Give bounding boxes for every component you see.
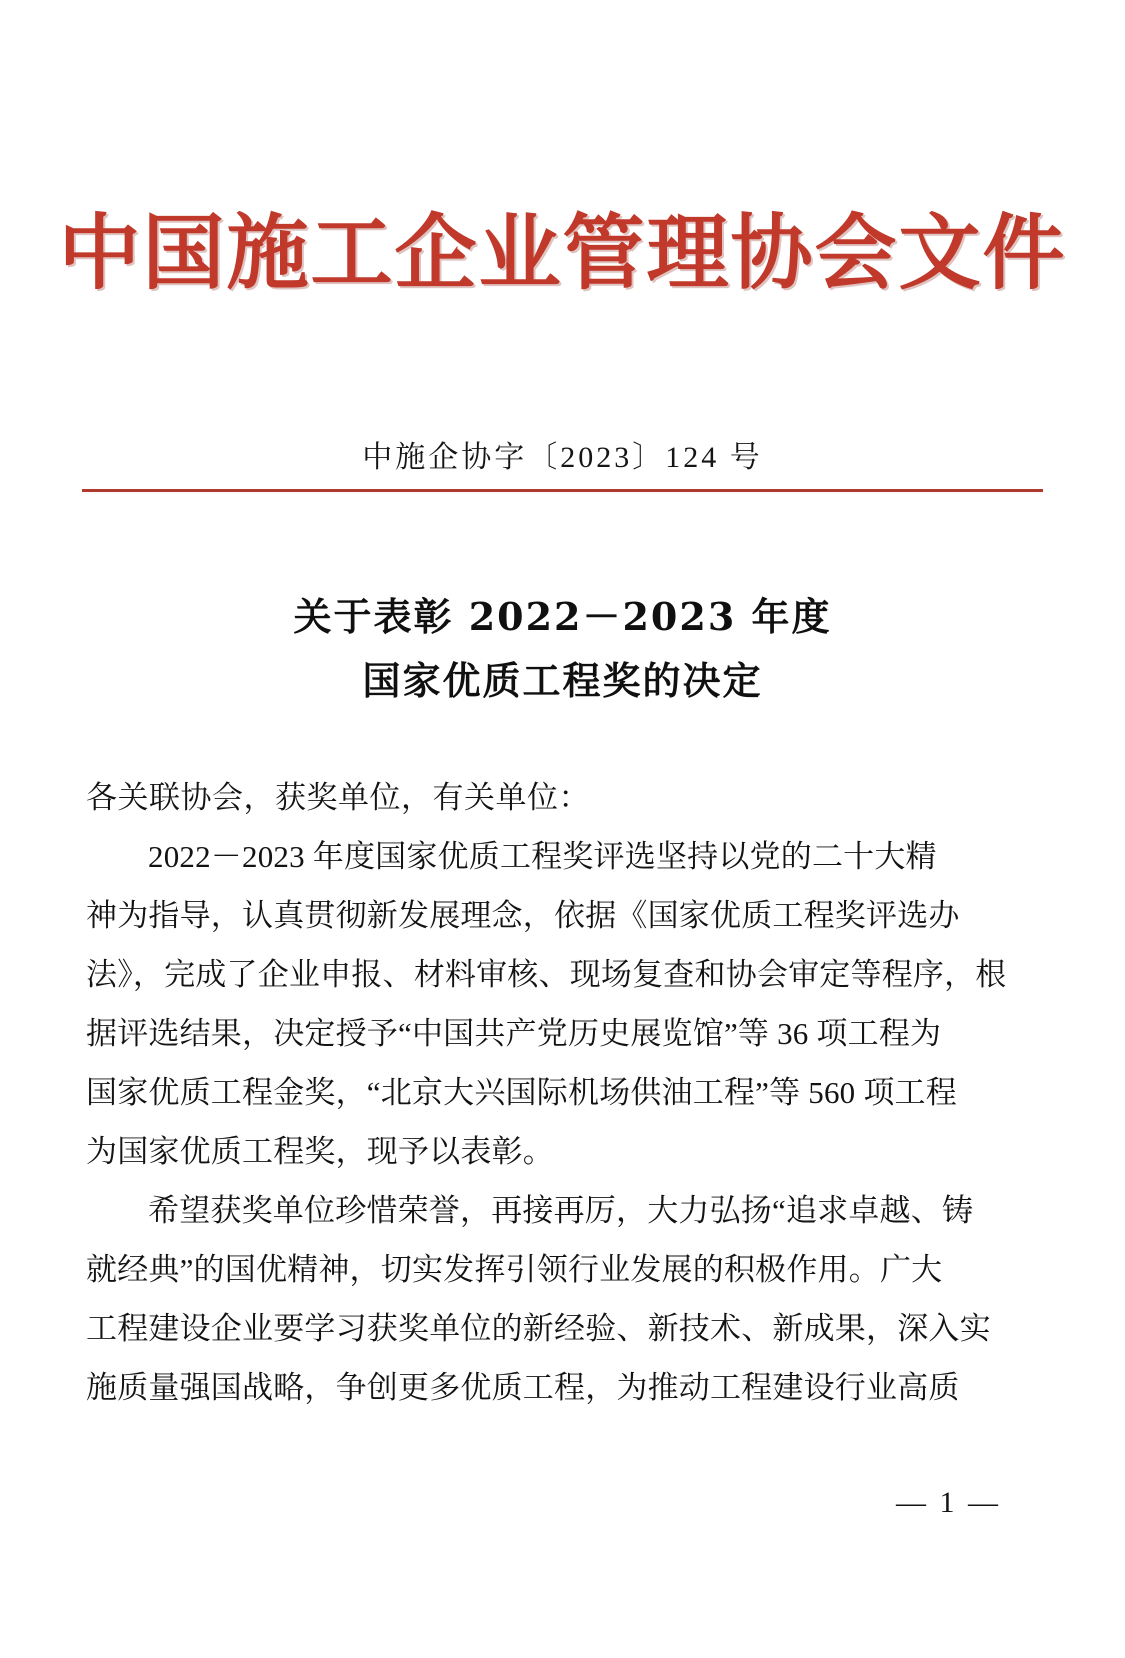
paragraph-1 [86, 827, 1041, 1181]
document-number-row [0, 432, 1125, 476]
body-line: 施质量强国战略，争创更多优质工程，为推动工程建设行业高质 [86, 1370, 960, 1405]
page-number: — 1 — [896, 1486, 1001, 1519]
document-title-line-1: 关于表彰 2022－2023 年度 [293, 594, 832, 639]
masthead [0, 205, 1125, 301]
document-number: 中施企协字〔2023〕124 号 [362, 441, 763, 474]
salutation: 各关联协会，获奖单位，有关单位： [86, 780, 590, 815]
document-title-line-2: 国家优质工程奖的决定 [362, 658, 763, 703]
body-line: 就经典”的国优精神，切实发挥引领行业发展的积极作用。广大 [86, 1252, 943, 1287]
paragraph-2 [86, 1181, 1041, 1417]
document-title [120, 585, 1005, 713]
body-line: 据评选结果，决定授予“中国共产党历史展览馆”等 36 项工程为 [86, 1016, 942, 1051]
issuing-organization-title: 中国施工企业管理协会文件 [58, 205, 1067, 301]
body-line: 希望获奖单位珍惜荣誉，再接再厉，大力弘扬“追求卓越、铸 [148, 1193, 974, 1228]
document-body [86, 768, 1041, 1417]
body-line: 为国家优质工程奖，现予以表彰。 [86, 1134, 554, 1169]
page-footer [0, 1486, 1001, 1520]
body-line: 工程建设企业要学习获奖单位的新经验、新技术、新成果，深入实 [86, 1311, 991, 1346]
body-line: 法》，完成了企业申报、材料审核、现场复查和协会审定等程序，根 [86, 957, 1007, 992]
red-divider-rule [82, 489, 1043, 492]
body-line: 国家优质工程金奖，“北京大兴国际机场供油工程”等 560 项工程 [86, 1075, 957, 1110]
body-line: 2022－2023 年度国家优质工程奖评选坚持以党的二十大精 [148, 839, 937, 874]
body-line: 神为指导，认真贯彻新发展理念，依据《国家优质工程奖评选办 [86, 898, 960, 933]
